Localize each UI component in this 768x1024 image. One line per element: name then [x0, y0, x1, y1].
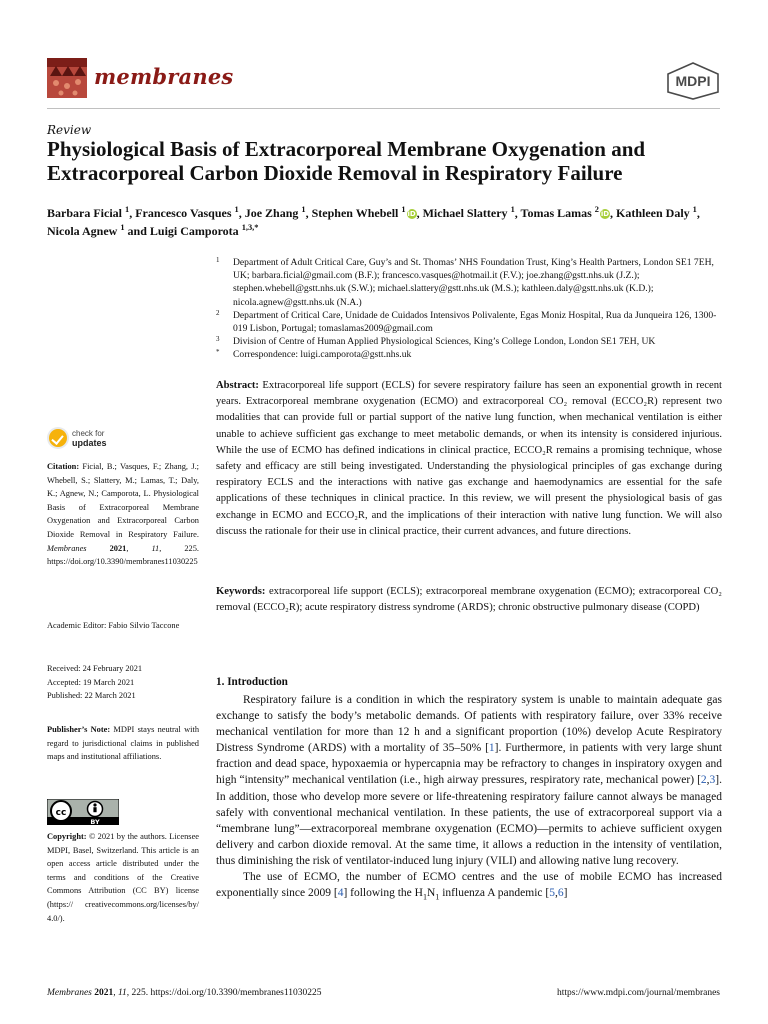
copyright-notice	[47, 830, 199, 925]
citation-block: Citation: Ficial, B.; Vasques, F.; Zhang, J.; Whebell, S.; Slattery, M.; Lamas, T.; Daly, K.; Agnew, N.; Camporota, L. Physiological Basis of Extracorporeal Membrane Oxygenation and Extracorporeal Carbon Dioxide Removal in Respiratory Failure. Membranes 2021, 11, 225. https://doi.org/10.3390/membranes11030225	[47, 462, 200, 567]
citation-link[interactable]: 2	[700, 774, 707, 787]
author-separator: and	[124, 224, 150, 238]
check-updates-icon	[47, 427, 69, 449]
abstract-text: Extracorporeal life support (ECLS) for severe respiratory failure has seen an exponential growth in recent years. Extracorporeal membrane oxygenation (ECMO) and extracorporeal CO₂ removal (ECCO₂R) represent two modalities that can provide full or partial support of the native lung function, when mechanical ventilation is either unable to achieve sufficient gas exchange to meet metabolic demands, or when its intensity is considered injurious. While the use of ECMO has defined indications in clinical practice, ECCO₂R remains a promising technique, whose safety and efficacy are still being investigated. Understanding the physiological principles of gas exchange during respiratory ECLS and the interactions with native gas exchange and haemodynamics are essential for the safe applications of these techniques in clinical practice. In this review, we will present the physiological basis of gas exchange in ECMO and ECCO₂R, and the implications of their interaction with native lung function. We will also discuss the rationale for their use in clinical practice, their current advances, and future directions.	[216, 380, 723, 537]
publisher-note-label: Publisher’s Note:	[47, 725, 111, 734]
membranes-journal-logo	[47, 56, 87, 100]
affiliation-text: Correspondence: luigi.camporota@gstt.nhs.uk	[233, 349, 412, 361]
check-updates-line1: check for	[72, 429, 105, 438]
author-separator: ,	[238, 206, 245, 220]
author-name: Nicola Agnew	[47, 224, 121, 238]
academic-editor: Academic Editor: Fabio Silvio Taccone	[47, 621, 180, 630]
publisher-note-text: MDPI stays neutral with regard to jurisdictional claims in published maps and institutional affiliations.	[47, 725, 200, 762]
author-affiliation-marker: 1	[692, 205, 697, 214]
copyright-label: Copyright:	[47, 832, 87, 841]
footer-volume: 11	[117, 988, 127, 998]
publisher-note	[47, 723, 199, 764]
author-name: Luigi Camporota	[149, 224, 242, 238]
mdpi-logo-text: MDPI	[675, 73, 711, 89]
mdpi-logo[interactable]	[666, 62, 720, 100]
citation-link[interactable]: 6	[557, 887, 564, 900]
header-divider	[47, 108, 720, 109]
keywords-text: extracorporeal life support (ECLS); extracorporeal membrane oxygenation (ECMO); extracorporeal CO₂ removal (ECCO₂R); acute respiratory distress syndrome (ARDS); chronic obstructive pulmonary disease (COPD)	[216, 586, 722, 614]
author-affiliation-marker: 1	[125, 205, 130, 214]
author-name: Barbara Ficial	[47, 206, 125, 220]
footer-journal-url[interactable]: https://www.mdpi.com/journal/membranes	[557, 988, 720, 998]
cc-by-license-icon[interactable]	[47, 799, 119, 825]
citation-link[interactable]: 4	[337, 887, 344, 900]
author-separator: ,	[416, 206, 423, 220]
author-separator: ,	[305, 206, 312, 220]
citation-text: Ficial, B.; Vasques, F.; Zhang, J.; Whebell, S.; Slattery, M.; Lamas, T.; Daly, K.; Agnew, N.; Camporota, L. Physiological Basis of Extracorporeal Membrane Oxygenation and Extracorporeal Carbon Dioxide Removal in Respiratory Failure.	[47, 462, 200, 539]
author-affiliation-marker: 1	[401, 205, 406, 214]
author-affiliation-marker: 1	[301, 205, 306, 214]
affiliation-text: Department of Adult Critical Care, Guy’s and St. Thomas’ NHS Foundation Trust, King’s Health Partners, London SE1 7EH, UK; barbara.ficial@gmail.com (B.F.); francesco.vasques@hotmail.it (F.V.); joe.zhang@gstt.nhs.uk (J.Z.); stephen.whebell@gstt.nhs.uk (S.W.); michael.slattery@gstt.nhs.uk (M.S.); kathleen.daly@gstt.nhs.uk (K.D.); nicola.agnew@gstt.nhs.uk (N.A.)	[233, 257, 714, 308]
intro-paragraph-2: The use of ECMO, the number of ECMO centres and the use of mobile ECMO has increased exponentially since 2009 [4] following the $H_1N_1$ influenza A pandemic [5,6]	[216, 871, 722, 902]
citation-link[interactable]: 1	[488, 742, 495, 755]
intro-paragraph-1: Respiratory failure is a condition in which the respiratory system is unable to maintain adequate gas exchange to satisfy the body’s metabolic demands. Of patients with respiratory failure, over 33% receive mechanical ventilation for more than 12 h and a significant proportion (10%) develop Acute Respiratory Distress Syndrome (ARDS) with a mortality of 35–50% [1]. Furthermore, in patients with very large shunt fraction and dead space, hypoxaemia or hypercapnia may be refractory to changes in inspiratory oxygen and high “intensity” mechanical ventilation (i.e., high airway pressures, respiratory rate, mechanical power) [2,3]. In addition, those who develop more severe or life-threatening respiratory failure cannot always be managed safely with conventional mechanical ventilation. In these patients, the use of extracorporeal support via a “membrane lung”—extracorporeal membrane oxygenation (ECMO)—permits to achieve sufficient oxygen delivery and carbon dioxide removal. At the same time, it allows a reduction in the intensity of ventilation, thus diminishing the risk of ventilator-induced lung injury (VILI) and allowing native lung recovery.	[216, 694, 722, 867]
author-separator: ,	[129, 206, 136, 220]
orcid-icon[interactable]: iD	[407, 210, 416, 218]
citation-link[interactable]: 3	[709, 774, 716, 787]
footer-year: 2021	[94, 988, 114, 998]
author-name: Francesco Vasques	[135, 206, 235, 220]
affiliation-marker: 1	[216, 256, 220, 264]
introduction-body	[216, 692, 722, 901]
affiliation-marker: 3	[216, 335, 220, 344]
footer-doi[interactable]: , 225. https://doi.org/10.3390/membranes11030225	[126, 988, 322, 998]
affiliations	[216, 256, 726, 362]
citation-year: 2021	[109, 543, 127, 553]
accepted-date: Accepted: 19 March 2021	[47, 677, 135, 687]
author-affiliation-marker: 1	[510, 205, 515, 214]
footer-journal: Membranes	[47, 988, 92, 998]
keywords-label: Keywords:	[216, 586, 266, 597]
footer-citation: Membranes 2021, 11, 225. https://doi.org/10.3390/membranes11030225	[47, 988, 322, 998]
article-type: Review	[47, 123, 92, 137]
author-affiliation-marker: 1,3,*	[241, 223, 259, 232]
author-separator: ,	[696, 206, 700, 220]
published-date: Published: 22 March 2021	[47, 691, 136, 701]
abstract-label: Abstract:	[216, 380, 259, 391]
citation-doi[interactable]: , 225. https://doi.org/10.3390/membranes11030225	[47, 543, 199, 567]
citation-volume: 11	[151, 543, 160, 553]
author-separator: ,	[514, 206, 521, 220]
author-name: Kathleen Daly	[615, 206, 693, 220]
cc-badge-text: BY	[90, 818, 100, 825]
paper-title: Physiological Basis of Extracorporeal Membrane Oxygenation and Extracorporeal Carbon Dioxide Removal in Respiratory Failure	[47, 137, 646, 185]
affiliation-row	[216, 256, 726, 309]
author-list	[47, 204, 727, 240]
author-name: Michael Slattery	[422, 206, 511, 220]
author-name: Joe Zhang	[244, 206, 302, 220]
publication-dates	[47, 662, 199, 703]
check-for-updates-badge[interactable]	[47, 427, 127, 453]
author-affiliation-marker: 2	[594, 205, 599, 214]
affiliation-row	[216, 335, 726, 348]
affiliation-text: Division of Centre of Human Applied Physiological Sciences, King’s College London, London SE1 7EH, UK	[233, 336, 656, 348]
author-name: Tomas Lamas	[520, 206, 595, 220]
section-heading: 1. Introduction	[216, 676, 288, 688]
keywords	[216, 584, 722, 616]
affiliation-marker: *	[216, 348, 220, 357]
affiliation-row	[216, 348, 726, 361]
citation-link[interactable]: 5	[549, 887, 555, 900]
affiliation-row	[216, 309, 726, 335]
author-affiliation-marker: 1	[120, 223, 125, 232]
affiliation-marker: 2	[216, 308, 220, 317]
author-affiliation-marker: 1	[234, 205, 239, 214]
affiliation-text: Department of Critical Care, Unidade de Cuidados Intensivos Polivalente, Egas Moniz Hospital, Rua da Junqueira 126, 1300-019 Lisbon, Portugal; tomaslamas2009@gmail.com	[233, 309, 717, 335]
svg-text:cc: cc	[55, 808, 67, 818]
journal-name: membranes	[94, 64, 234, 89]
check-updates-line2: updates	[72, 438, 107, 448]
citation-label: Citation:	[47, 462, 80, 471]
abstract	[216, 378, 722, 540]
citation-journal: Membranes	[47, 543, 87, 553]
copyright-text: © 2021 by the authors. Licensee MDPI, Basel, Switzerland. This article is an open access article distributed under the terms and conditions of the Creative Commons Attribution (CC BY) license (https:// creativecommons.org/licenses/by/ 4.0/).	[47, 832, 199, 923]
author-name: Stephen Whebell	[311, 206, 402, 220]
received-date: Received: 24 February 2021	[47, 664, 143, 673]
orcid-icon[interactable]: iD	[600, 210, 610, 218]
author-separator: ,	[609, 206, 616, 220]
